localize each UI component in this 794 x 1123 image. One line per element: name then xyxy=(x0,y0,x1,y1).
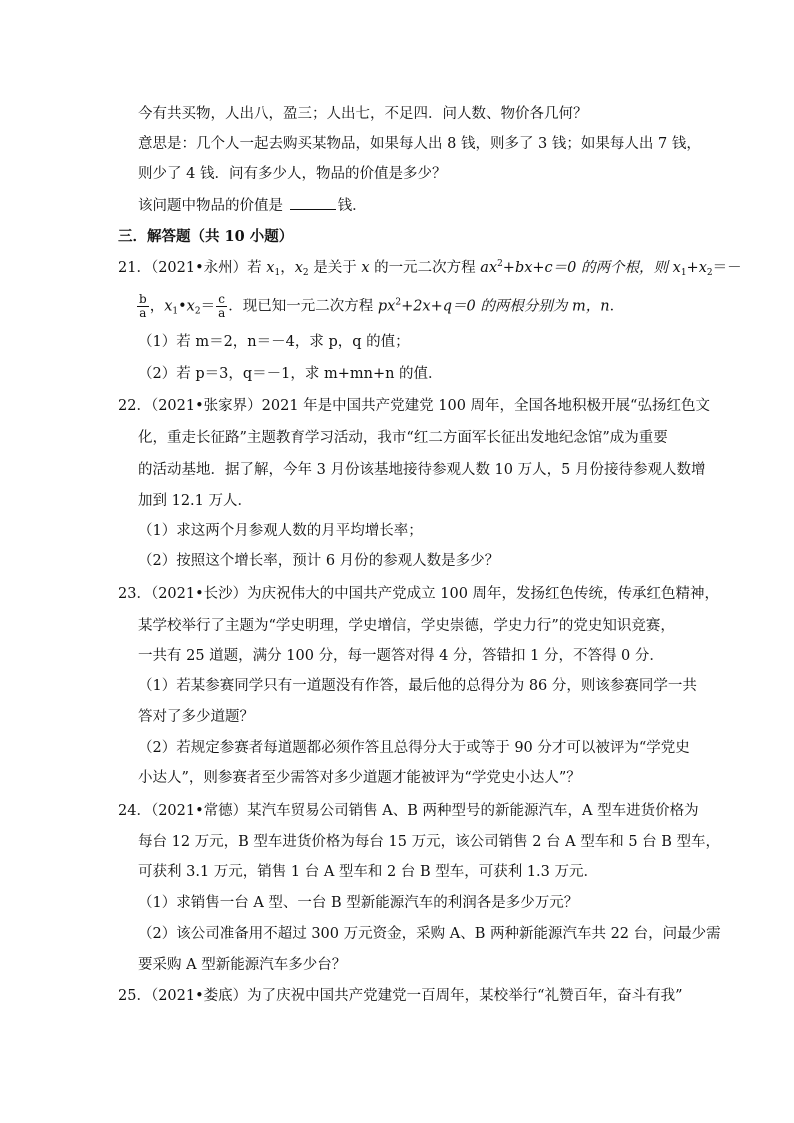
q21-intro: 21．（2021•永州）若 xyxy=(118,260,267,276)
var-x: x xyxy=(698,260,707,276)
q23-line-2: 某学校举行了主题为“学史明理，学史增信，学史崇德，学史力行”的党史知识竞赛， xyxy=(138,618,675,634)
p20-line-4 xyxy=(138,196,367,216)
p20-answer-prompt: 该问题中物品的价值是 xyxy=(138,198,288,214)
subscript: 2 xyxy=(706,268,713,278)
p20-line-3: 则少了 4 钱．问有多少人，物品的价值是多少？ xyxy=(138,166,447,182)
subscript: 1 xyxy=(172,306,179,317)
p20-answer-unit: 钱． xyxy=(337,198,367,214)
q22-line-1: 22．（2021•张家界）2021 年是中国共产党建党 100 周年，全国各地积极开展“弘扬红色文 xyxy=(118,398,710,414)
subscript: 2 xyxy=(194,306,201,317)
subscript: 1 xyxy=(274,268,281,278)
punct: ， xyxy=(149,298,165,315)
var-x: x xyxy=(294,260,303,276)
q22-line-2: 化，重走长征路”主题教育学习活动，我市“红二方面军长征出发地纪念馆”成为重要 xyxy=(138,430,668,446)
operator: ＝ xyxy=(200,298,216,315)
equation-rest: +bx+c＝0 的两个根，则 xyxy=(502,260,673,276)
punct: ． xyxy=(609,298,625,315)
text: ．现已知一元二次方程 xyxy=(228,298,378,315)
var-ax: ax xyxy=(480,260,498,276)
var-px: px xyxy=(377,298,396,315)
q25-line-1: 25．（2021•娄底）为了庆祝中国共产党建党一百周年，某校举行“礼赞百年，奋斗有我” xyxy=(118,988,683,1004)
q21-sub-1: （1）若 m＝2，n＝－4，求 p，q 的值； xyxy=(138,334,410,350)
q24-line-1: 24．（2021•常德）某汽车贸易公司销售 A、B 两种型号的新能源汽车，A 型车进货价格为 xyxy=(118,803,699,819)
operator: ＝－ xyxy=(712,260,742,276)
var-x: x xyxy=(672,260,681,276)
q23-sub-1a: （1）若某参赛同学只有一道题没有作答，最后他的总得分为 86 分，则该参赛同学一共 xyxy=(138,678,697,694)
p20-line-1: 今有共买物，人出八，盈三；人出七，不足四．问人数、物价各几何？ xyxy=(138,106,588,122)
q21-sub-2: （2）若 p＝3，q＝－1，求 m+mn+n 的值． xyxy=(138,366,443,382)
fraction-c-over-a: $\frac{c}{a}$ xyxy=(218,292,226,320)
var-x: x xyxy=(266,260,275,276)
text: 的一元二次方程 xyxy=(369,260,481,276)
q22-sub-2: （2）按照这个增长率，预计 6 月份的参观人数是多少？ xyxy=(138,553,500,569)
q22-sub-1: （1）求这两个月参观人数的月平均增长率； xyxy=(138,523,423,539)
section-heading: 三．解答题（共 10 小题） xyxy=(118,228,294,245)
q23-sub-2b: 小达人”，则参赛者至少需答对多少道题才能被评为“学党史小达人”？ xyxy=(138,770,581,786)
text: 是关于 xyxy=(308,260,362,276)
var-x: x xyxy=(164,298,173,315)
q24-sub-2a: （2）该公司准备用不超过 300 万元资金，采购 A、B 两种新能源汽车共 22 台，问最少需 xyxy=(138,926,721,942)
superscript: 2 xyxy=(497,259,503,269)
equation-rest: +2x+q＝0 的两根分别为 xyxy=(401,298,572,315)
q23-sub-1b: 答对了多少道题？ xyxy=(138,709,254,725)
p20-line-2: 意思是：几个人一起去购买某物品，如果每人出 8 钱，则多了 3 钱；如果每人出 7 钱， xyxy=(138,136,701,152)
q21-line-1 xyxy=(118,258,742,278)
q24-sub-2b: 要采购 A 型新能源汽车多少台？ xyxy=(138,957,347,973)
q24-line-3: 可获利 3.1 万元，销售 1 台 A 型车和 2 台 B 型车，可获利 1.3 万元． xyxy=(138,864,599,880)
fraction-b-over-a: $\frac{b}{a}$ xyxy=(139,292,147,320)
subscript: 1 xyxy=(680,268,687,278)
operator: • xyxy=(178,298,187,315)
q23-line-3: 一共有 25 道题，满分 100 分，每一题答对得 4 分，答错扣 1 分，不答得 0 分． xyxy=(138,648,664,664)
operator: + xyxy=(686,260,699,276)
var-x: x xyxy=(361,260,370,276)
punct: ， xyxy=(280,260,295,276)
superscript: 2 xyxy=(395,297,402,308)
subscript: 2 xyxy=(302,268,309,278)
var-x: x xyxy=(186,298,195,315)
vars-m-n: m，n xyxy=(572,298,610,315)
q22-line-3: 的活动基地．据了解，今年 3 月份该基地接待参观人数 10 万人，5 月份接待参观人数增 xyxy=(138,462,706,478)
q22-line-4: 加到 12.1 万人． xyxy=(138,493,253,509)
q23-sub-2a: （2）若规定参赛者每道题都必须作答且总得分大于或等于 90 分才可以被评为“学党史 xyxy=(138,740,690,756)
answer-blank[interactable] xyxy=(290,197,336,210)
q24-line-2: 每台 12 万元，B 型车进货价格为每台 15 万元，该公司销售 2 台 A 型车和 5 台 B 型车， xyxy=(138,834,721,850)
q23-line-1: 23．（2021•长沙）为庆祝伟大的中国共产党成立 100 周年，发扬红色传统，传承红色精神， xyxy=(118,586,720,602)
q21-line-2 xyxy=(138,292,625,320)
q24-sub-1: （1）求销售一台 A 型、一台 B 型新能源汽车的利润各是多少万元？ xyxy=(138,895,579,911)
